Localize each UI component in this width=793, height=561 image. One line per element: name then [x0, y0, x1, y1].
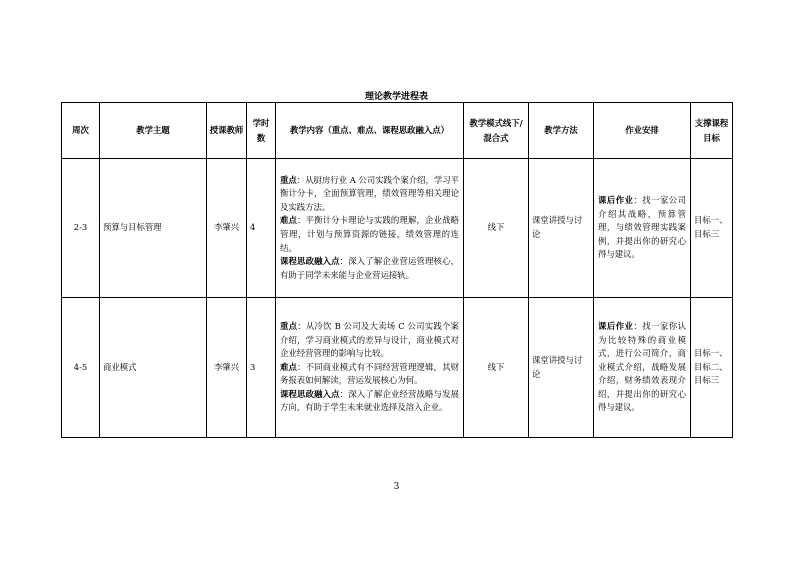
method-cell: 课堂讲授与讨论 — [529, 298, 594, 438]
hours-cell: 4 — [247, 159, 276, 298]
header-teacher: 授课教师 — [207, 103, 247, 159]
homework-cell — [594, 159, 691, 298]
difficulty-text: ：不同商业模式有不同经营管理逻辑，其财务报表如何解读，营运发展核心为何。 — [280, 361, 459, 386]
homework-label: 课后作业 — [598, 195, 634, 206]
topic-cell: 商业模式 — [100, 298, 207, 438]
key-label: 重点 — [280, 174, 297, 185]
ideology-label: 课程思政融入点 — [280, 256, 340, 267]
ideology-text: ：深入了解企业营运管理核心，有助于同学未来能与企业营运接轨。 — [280, 256, 459, 280]
table-row — [62, 298, 733, 438]
header-mode: 教学模式线下/混合式 — [464, 103, 529, 159]
goal-cell: 目标一、目标二、目标三 — [691, 298, 733, 438]
mode-cell: 线下 — [464, 159, 529, 298]
header-hours: 学时数 — [247, 103, 276, 159]
header-homework: 作业安排 — [594, 103, 691, 159]
hours-cell: 3 — [247, 298, 276, 438]
table-row — [62, 159, 733, 298]
method-cell: 课堂讲授与讨论 — [529, 159, 594, 298]
header-week: 周次 — [62, 103, 100, 159]
key-label: 重点 — [280, 320, 298, 331]
week-cell: 2-3 — [62, 159, 100, 298]
header-method: 教学方法 — [529, 103, 594, 159]
teacher-cell: 李肇兴 — [207, 298, 247, 438]
week-cell: 4-5 — [62, 298, 100, 438]
difficulty-label: 难点 — [280, 361, 298, 372]
homework-cell — [594, 298, 691, 438]
key-text: ：从冷饮 B 公司及大卖场 C 公司实践个案介绍，学习商业模式的差异与设计，商业模式对企业经营管理的影响与比较。 — [280, 320, 459, 359]
table-title: 理论教学进程表 — [364, 92, 428, 102]
content-cell — [276, 298, 464, 438]
header-content: 教学内容（重点、难点、课程思政融入点） — [276, 103, 464, 159]
goal-cell: 目标一、目标三 — [691, 159, 733, 298]
topic-cell: 预算与目标管理 — [100, 159, 207, 298]
teacher-cell: 李肇兴 — [207, 159, 247, 298]
teaching-schedule-table — [61, 102, 733, 438]
header-row — [62, 103, 733, 159]
difficulty-label: 难点 — [280, 215, 298, 226]
header-topic: 教学主题 — [100, 103, 207, 159]
ideology-label: 课程思政融入点 — [280, 388, 340, 399]
ideology-text: ：深入了解企业经营战略与发展方向，有助于学生未来就业选择及溶入企业。 — [280, 388, 459, 413]
homework-text: ：找一家你认为比较特殊的商业模式，进行公司简介，商业模式介绍，战略发展介绍，财务绩效表现介绍，并提出你的研究心得与建议。 — [598, 320, 687, 413]
difficulty-text: ：平衡计分卡理论与实践的理解，企业战略管理，计划与预算资源的链接，绩效管理的连结。 — [280, 215, 459, 253]
content-cell — [276, 159, 464, 298]
key-text: ：从厨房行业 A 公司实践个案介绍，学习平衡计分卡，全面预算管理，绩效管理等相关理论及实践方法。 — [280, 174, 459, 212]
mode-cell: 线下 — [464, 298, 529, 438]
homework-label: 课后作业 — [598, 320, 634, 331]
page-number: 3 — [393, 482, 400, 492]
header-goal: 支撑课程目标 — [691, 103, 733, 159]
homework-text: ：找一家公司介绍其战略，预算管理，与绩效管理实践案例，并提出你的研究心得与建议。 — [598, 195, 687, 260]
